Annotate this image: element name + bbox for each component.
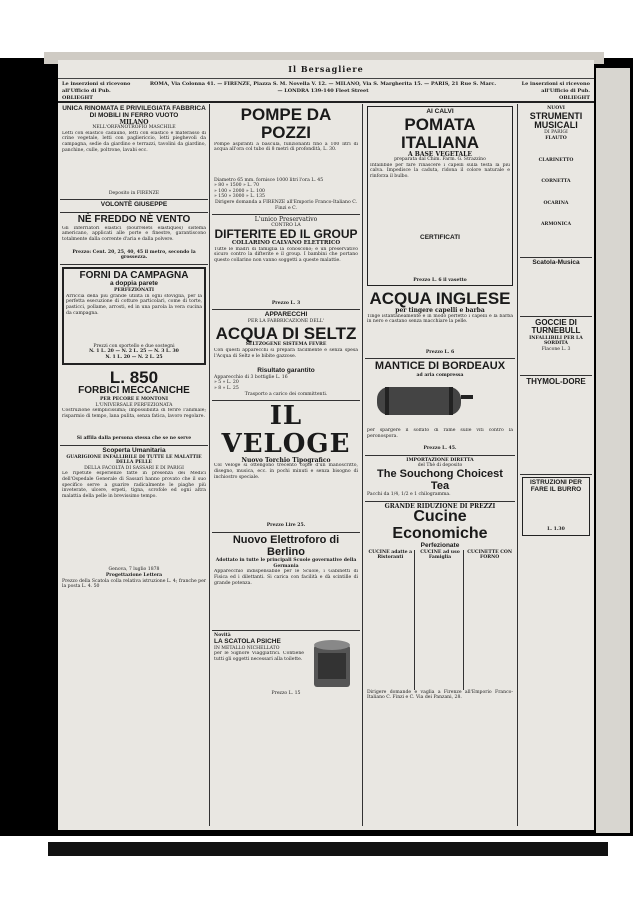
ad-pomata [367, 106, 513, 286]
pozzi-title: POMPE DA POZZI [240, 105, 332, 142]
ad-difterite [212, 215, 360, 310]
cuc-footer: Dirigere domande e vaglia a Firenze all'Emporio Franco-Italiano C. Finzi e C. Via dei Panzani, 28. [367, 689, 513, 701]
pomata-cert-space [370, 242, 510, 278]
subhead-left: Le inserzioni si ricevono all'Ufficio di Pub. OBLIEGHT [62, 81, 131, 101]
dif-price: Prezzo L. 3 [271, 300, 301, 306]
strum-item-2: CORNETTA [541, 179, 571, 185]
istr-price: L. 1.30 [547, 527, 565, 533]
strum-item-1: CLARINETTO [538, 157, 574, 163]
cuc-col-0: CUCINE adatte a Ristoranti [367, 550, 415, 690]
freddo-title: NÈ FREDDO NÈ VENTO [77, 214, 191, 226]
strum-title: STRUMENTI MUSICALI [529, 110, 583, 131]
scoperta-date: Genova, 7 luglio 1878 [108, 567, 160, 573]
veloge-title: IL VELOGE [221, 401, 351, 459]
gocce-title: GOCCIE DI TURNEBULL [531, 317, 581, 336]
acqua-price: Prezzo L. 6 [425, 349, 455, 355]
column-3 [365, 104, 515, 826]
cuc-col-1: CUCINE ad uso Famiglia [417, 550, 465, 690]
gocce-price: Flacone L. 3 [541, 346, 571, 352]
tea-pre2: del Thè di deposito [417, 463, 463, 469]
mobili-title: UNICA RINOMATA E PRIVILEGIATA FABBRICA DI MOBILI IN FERRO VUOTO [62, 105, 206, 119]
ad-scatola [212, 631, 360, 726]
cuc-col-2: CUCINETTE CON FORNO [467, 549, 513, 561]
scat-space [522, 267, 590, 313]
seltz-body: Con questi apparecchi si prepara facilmente e senza spesa l'Acqua di Seltz e le bibite gazzose. [214, 348, 358, 359]
mobili-city: MILANO [119, 118, 149, 126]
strum-sub: DI PARIGI [544, 130, 568, 136]
subhead [58, 79, 594, 103]
seltz-result: Risultato garantito [257, 367, 315, 375]
strum-space [522, 163, 590, 179]
pomata-body: Infallibile per fare rinascere i capelli sulla testa la più calva. Impedisce la caduta, ridona il colore naturale e rinforza il bulbo. [370, 162, 510, 179]
istr-title: ISTRUZIONI PER FARE IL BURRO [529, 478, 582, 493]
strum-space [522, 185, 590, 201]
mobili-footer: Deposito in FIRENZE [108, 190, 160, 196]
top-margin [0, 0, 633, 58]
ad-seltz [212, 310, 360, 401]
pomata-title: POMATA ITALIANA [400, 114, 480, 152]
dif-pre: L'unico Preservativo [254, 216, 318, 224]
scoperta-sub: GUARIGIONE INFALLIBILE DI TUTTE LE MALATTIE DELLA PELLE [66, 454, 202, 466]
forbici-sub: PER PECORE E MONTONI [99, 396, 169, 402]
acqua-sub: per tingere capelli e barba [395, 306, 485, 314]
elettro-body: Apparecchio indispensabile per le Scuole, i Gabinetti di Fisica ed i dilettanti. Si carica con facilità e dà scintille di grande potenza. [214, 569, 358, 586]
scatola-body: per le Signore Viaggiatrici. Contiene tutti gli oggetti necessari alla toilette. [214, 651, 304, 662]
forbici-body: Costruzione semplicissima; impossibilità di ferire l'animale; risparmio di tempo, lana pulita, senza fatica, lavoro regolare. [62, 408, 206, 419]
ad-elettroforo [212, 533, 360, 631]
pomata-price: Prezzo L. 6 il vasetto [413, 277, 467, 283]
scatola-sub: IN METALLO NICHELLATO [214, 645, 280, 651]
elettro-title: Nuovo Elettroforo di Berlino [232, 534, 340, 558]
seltz-pre: APPARECCHI [264, 311, 308, 319]
scat-title: Scatola-Musica [532, 259, 580, 267]
column-4 [520, 104, 592, 826]
elettro-sub: Adottato in tutte le principali Scuole governative della Germania [215, 558, 357, 569]
ad-mantice [365, 359, 515, 456]
seltz-row-2: » 8 » L. 25 [214, 386, 239, 392]
pomata-sub: A BASE VEGETALE [408, 150, 472, 158]
column-rule [209, 104, 210, 826]
ad-cucine [365, 502, 515, 704]
pozzi-footer: Dirigere domanda a FIRENZE all'Emporio Franco-Italiano C. Finzi e C. [214, 200, 358, 211]
dif-body: Tutte le madri di famiglia la conoscono; è un preservativo sicuro contro la difterite e il group. I bambini che portano questo collarino non vanno soggetti a queste malattie. [214, 246, 358, 263]
seltz-row-0: Apparecchio di 3 bottiglie L. 16 [214, 374, 288, 380]
forbici-note: Si affila dalla persona stessa che se ne serve [76, 436, 192, 442]
strum-item-4: ARMONICA [540, 222, 572, 228]
scoperta-footer: Prezzo della Scatola colla relativa istruzione L. 4; franche per la posta L. 4. 50 [62, 578, 206, 590]
ad-tea [365, 456, 515, 502]
strum-space [522, 206, 590, 222]
freddo-price: Prezzo: Cent. 20, 25, 40, 45 il metro, secondo la grossezza. [72, 249, 196, 261]
tea-title: The Souchong Choicest Tea [377, 468, 503, 492]
dif-pre2: CONTRO LA [271, 222, 301, 228]
toiletry-can-illustration [310, 637, 354, 691]
scoperta-title: Scoperta Umanitaria [102, 446, 166, 454]
cuc-sub: Perfezionate [420, 541, 460, 549]
pozzi-row-0: Diametro 65 mm. fornisce 1000 litri l'ora L. 45 [214, 177, 324, 183]
ad-volonte [60, 200, 208, 213]
veloge-sub: Nuovo Torchio Tipografico [241, 456, 331, 464]
ad-freddo [60, 213, 208, 265]
pomata-cert: CERTIFICATI [420, 233, 460, 241]
pomata-sub2: preparata dal Chim. Farm. G. Strazzino [394, 157, 486, 163]
forni-sub2: PERFEZIONATI [113, 288, 155, 294]
mobili-sub: NELL'ORFANOTROFIO MASCHILE [92, 125, 176, 131]
dif-sub: COLLARINO CALVANO ELETTRICO [231, 240, 341, 247]
scatola-title: LA SCATOLA PSICHE [214, 637, 281, 645]
mantice-body: per spargere il solfato di rame sulle viti contro la peronospora. [367, 428, 513, 439]
masthead-title: Il Bersagliere [58, 60, 594, 79]
column-1 [60, 104, 208, 826]
ad-scatola-musica [520, 258, 592, 317]
freddo-body: Gli inferriatori elastici (bourrelets élastiques) sistema americano, applicati alle porte e finestre, garantiscono totalmente dalla corrente d'aria e dalla polvere. [62, 225, 206, 242]
pozzi-row-3: » 150 » 3000 » L. 135 [214, 194, 265, 200]
pomata-pre: AI CALVI [426, 108, 454, 115]
ad-mobili [60, 104, 208, 200]
ad-forni [62, 267, 206, 365]
istr-space [525, 493, 587, 527]
column-rule [517, 104, 518, 826]
scoperta-name: Progettazione Lettera [105, 572, 163, 578]
thymol-space [522, 387, 590, 471]
ad-strumenti [520, 104, 592, 258]
seltz-note: Trasporto a carico dei committenti. [244, 391, 328, 397]
scoperta-sub2: DELLA FACOLTÀ DI SASSARI E DI PARIGI [84, 465, 184, 471]
forbici-sub2: L'UNIVERSALE PERFEZIONATA [95, 402, 173, 408]
ad-scoperta [60, 446, 208, 593]
forbici-price: L. 850 [109, 367, 159, 387]
pozzi-row-1: » 80 » 1500 » L. 70 [214, 183, 260, 189]
bottom-black-bar [48, 842, 608, 856]
subhead-center: ROMA, Via Colonna 41. — FIRENZE, Piazza S. M. Novella V. 12. — MILANO, Via S. Margherita 15. — PARIS, 21 Rue S. Marc. — LONDRA 139-140 Fleet Street [149, 81, 497, 94]
gocce-sub: INFALLIBILI PER LA SORDITÀ [529, 335, 583, 347]
barrel-illustration [367, 381, 477, 421]
mobili-body: Letti con elastico cadauno, letti con elastico e materasso di crine vegetale, letti con pagliericcio, letti pieghevoli da campagna, sedie da giardino e terrazzi, tavolini da giardino, panchine, culle, poltrone, lavabi ecc. [62, 130, 206, 153]
scatola-pre: Novità [214, 633, 231, 639]
mantice-title: MANTICE DI BORDEAUX [374, 360, 506, 373]
forni-n1: N. 1 L. 20 — N. 2 L. 25 — N. 3 L. 30 [89, 349, 179, 355]
ad-istruzioni [522, 477, 590, 536]
seltz-row-1: » 5 » L. 20 [214, 380, 239, 386]
tea-body: Pacchi da 1/4, 1/2 e 1 chilogramma. [367, 492, 451, 498]
mantice-price: Prezzo L. 45. [423, 446, 457, 452]
dif-title: DIFTERITE ED IL GROUP [214, 227, 358, 242]
seltz-pre2: PER LA FABBRICAZIONE DELL' [247, 319, 325, 325]
forni-title: FORNI DA CAMPAGNA [79, 269, 189, 281]
strum-item-0: FLAUTO [545, 136, 567, 142]
cucine-columns [367, 550, 513, 690]
ad-pompe [212, 104, 360, 215]
forni-body: Arriccia della più grande utilità in ogni stoviglia, per la perfetta esecuzione di cotture particolari, come di torte, pasticci, pollame, arrosti, ed in una parola la vera cucina da campagna. [66, 293, 202, 316]
strum-item-3: OCARINA [543, 200, 569, 206]
ad-acqua-inglese [365, 288, 515, 359]
forbici-title: FORBICI MECCANICHE [78, 385, 190, 397]
strum-space [522, 228, 590, 254]
strum-pre: NUOVI [547, 106, 565, 111]
ad-veloge [212, 401, 360, 533]
cuc-pre: GRANDE RIDUZIONE DI PREZZI [384, 502, 496, 510]
forni-n2: N. 1 L. 20 — N. 2 L. 25 [105, 355, 163, 360]
ad-thymol [520, 376, 592, 474]
forni-price: Prezzi con sportello e due sostegni [93, 343, 175, 349]
scatola-price: Prezzo L. 15 [271, 691, 301, 697]
ad-forbici [60, 367, 208, 446]
column-2 [212, 104, 360, 826]
tea-pre: IMPORTAZIONE DIRETTA [406, 457, 474, 463]
volonte-name: VOLONTÈ GIUSEPPE [100, 201, 168, 209]
scoperta-body: Le ripetute esperienze fatte in presenza dei Medici dell'Ospedale Generale di Sassari hanno provato che il suo specifico serve a guarire radicalmente le piaghe più inveterate, ulcere, erpeti, tigna, scrofole ed ogni altra malattia della pelle in brevissimo tempo. [62, 471, 206, 499]
mantice-sub: ad aria compressa [416, 372, 464, 378]
column-rule [362, 104, 363, 826]
veloge-body: Col Veloge si ottengono trecento copie d'un manoscritto, disegno, musica, ecc. in pochi minuti e senza bisogno di inchiostro speciale. [214, 463, 358, 480]
pozzi-body: Pompe aspiranti a bascula, funzionanti fino a 100 litri di acqua all'ora col tubo di 8 metri di profondità, L. 30. [214, 141, 358, 153]
subhead-right: Le inserzioni si ricevono all'Ufficio di Pub. OBLIEGHT [521, 81, 590, 101]
thymol-title: THYMOL-DORE [526, 377, 586, 387]
acqua-body: Tinge istantaneamente e in modo perfetto i capelli e la barba in nero e castano senza macchiare la pelle. [367, 313, 513, 325]
next-page-edge [596, 68, 630, 833]
cuc-title: Cucine Economiche [392, 508, 488, 543]
seltz-title: ACQUA DI SELTZ [215, 323, 357, 343]
newspaper-page [58, 60, 594, 830]
pozzi-row-2: » 100 » 2000 » L. 100 [214, 188, 265, 194]
forni-sub: a doppia parete [109, 280, 159, 288]
strum-space [522, 142, 590, 158]
acqua-title: ACQUA INGLESE [369, 289, 511, 309]
veloge-price: Prezzo Lire 25. [266, 523, 306, 529]
ad-gocce [520, 317, 592, 377]
gocce-space [522, 352, 590, 372]
seltz-sub: SELTZOGENE SISTEMA FEVRE [245, 342, 327, 348]
